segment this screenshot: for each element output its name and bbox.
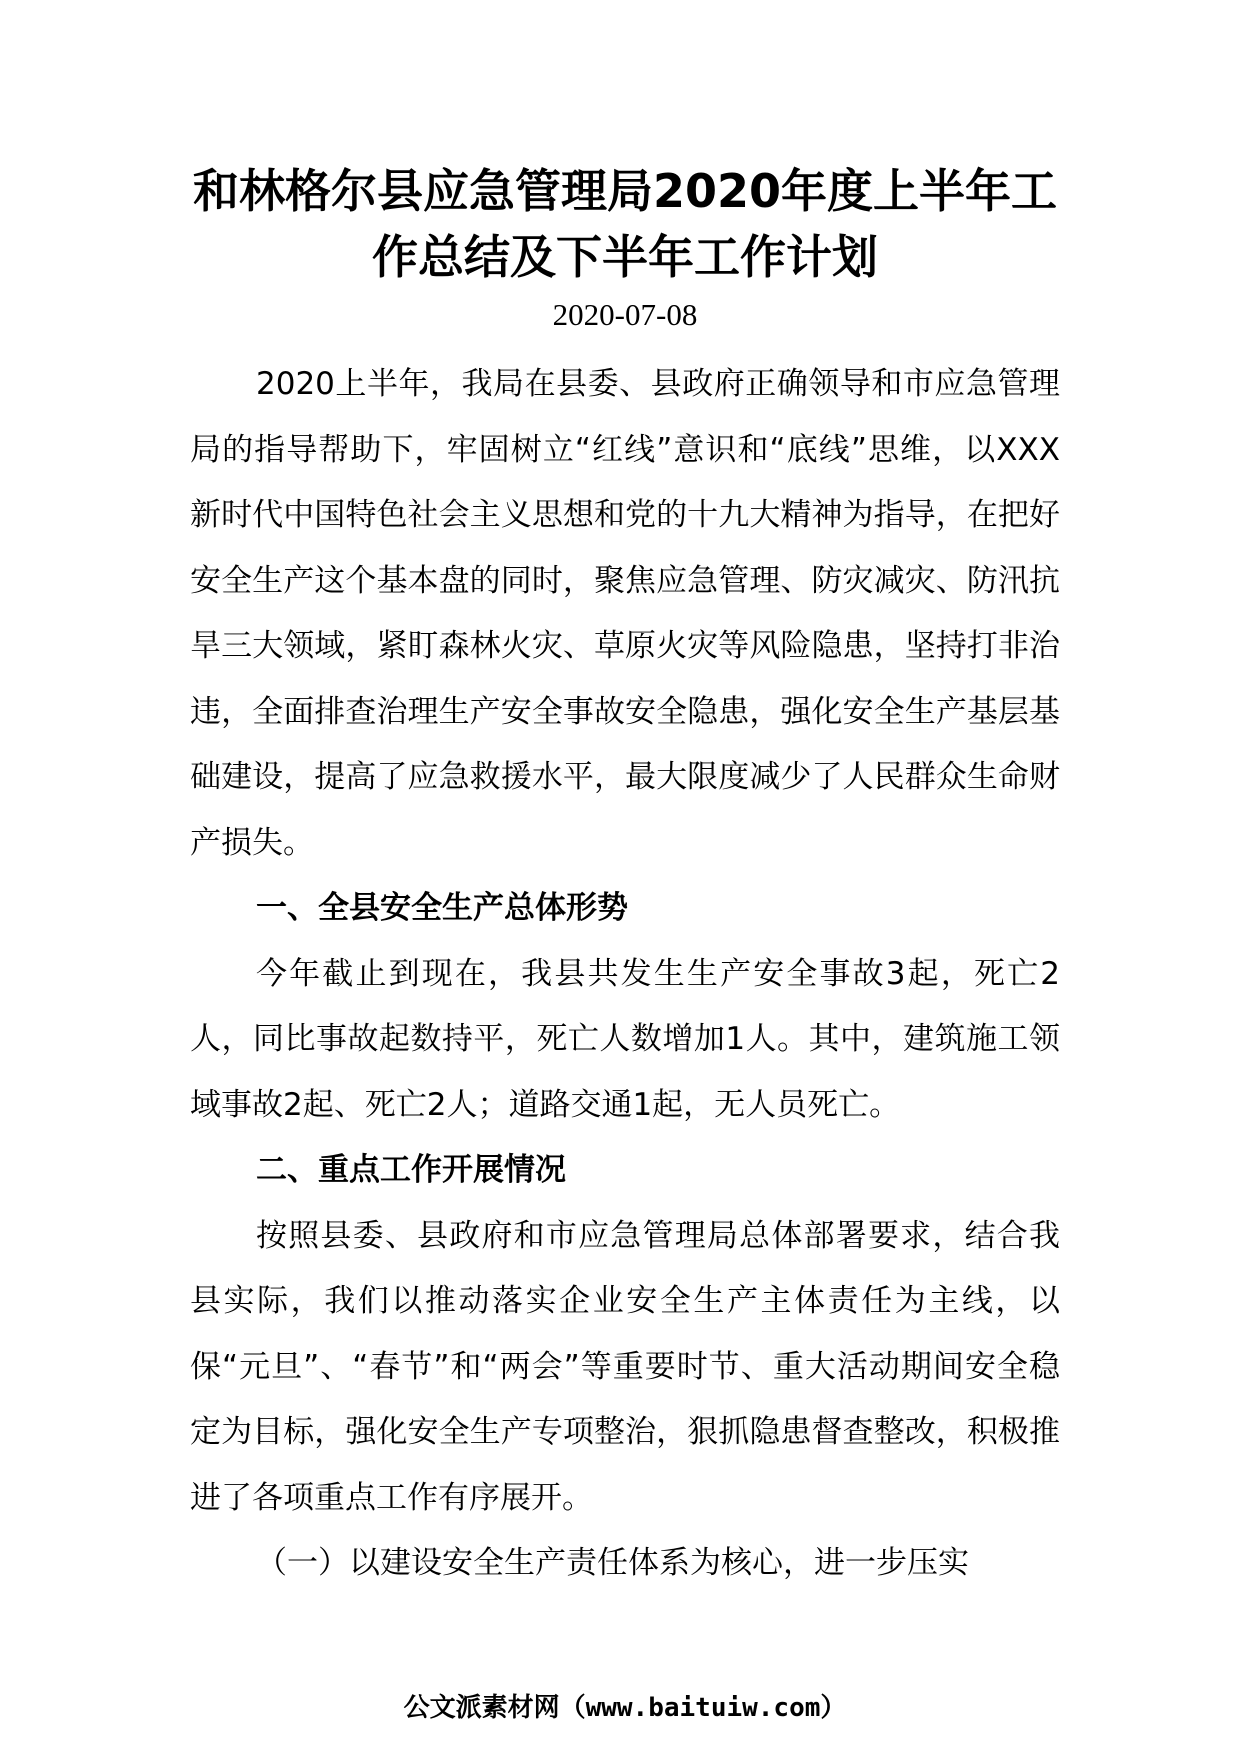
paragraph-intro: 2020上半年，我局在县委、县政府正确领导和市应急管理局的指导帮助下，牢固树立“红线”意识和“底线”思维，以XXX新时代中国特色社会主义思想和党的十九大精神为指导，在把好安全生产这个基本盘的同时，聚焦应急管理、防灾减灾、防汛抗旱三大领域，紧盯森林火灾、草原火灾等风险隐患，坚持打非治违，全面排查治理生产安全事故安全隐患，强化安全生产基层基础建设，提高了应急救援水平，最大限度减少了人民群众生命财产损失。	[190, 366, 1060, 861]
page-footer	[190, 1688, 1060, 1728]
document-date: 2020-07-08	[552, 297, 698, 332]
paragraph-subsection-1: （一）以建设安全生产责任体系为核心，进一步压实	[256, 1545, 969, 1581]
footer-paren-close: ）	[820, 1693, 847, 1723]
footer-site-name: 公文派素材网	[403, 1693, 560, 1723]
section-heading-2: 二、重点工作开展情况	[256, 1152, 566, 1188]
footer-url: www.baituiw.com	[585, 1693, 821, 1723]
footer-paren-open: （	[559, 1693, 586, 1723]
document-title: 和林格尔县应急管理局2020年度上半年工作总结及下半年工作计划	[192, 164, 1058, 284]
paragraph-key-work: 按照县委、县政府和市应急管理局总体部署要求，结合我县实际，我们以推动落实企业安全生产主体责任为主线，以保“元旦”、“春节”和“两会”等重要时节、重大活动期间安全稳定为目标，强化安全生产专项整治，狠抓隐患督查整改，积极推进了各项重点工作有序展开。	[190, 1217, 1060, 1516]
paragraph-situation: 今年截止到现在，我县共发生生产安全事故3起，死亡2人，同比事故起数持平，死亡人数增加1人。其中，建筑施工领域事故2起、死亡2人；道路交通1起，无人员死亡。	[190, 955, 1060, 1123]
document-page	[190, 0, 1060, 1754]
document-body	[190, 352, 1060, 1597]
section-heading-1: 一、全县安全生产总体形势	[256, 890, 628, 926]
